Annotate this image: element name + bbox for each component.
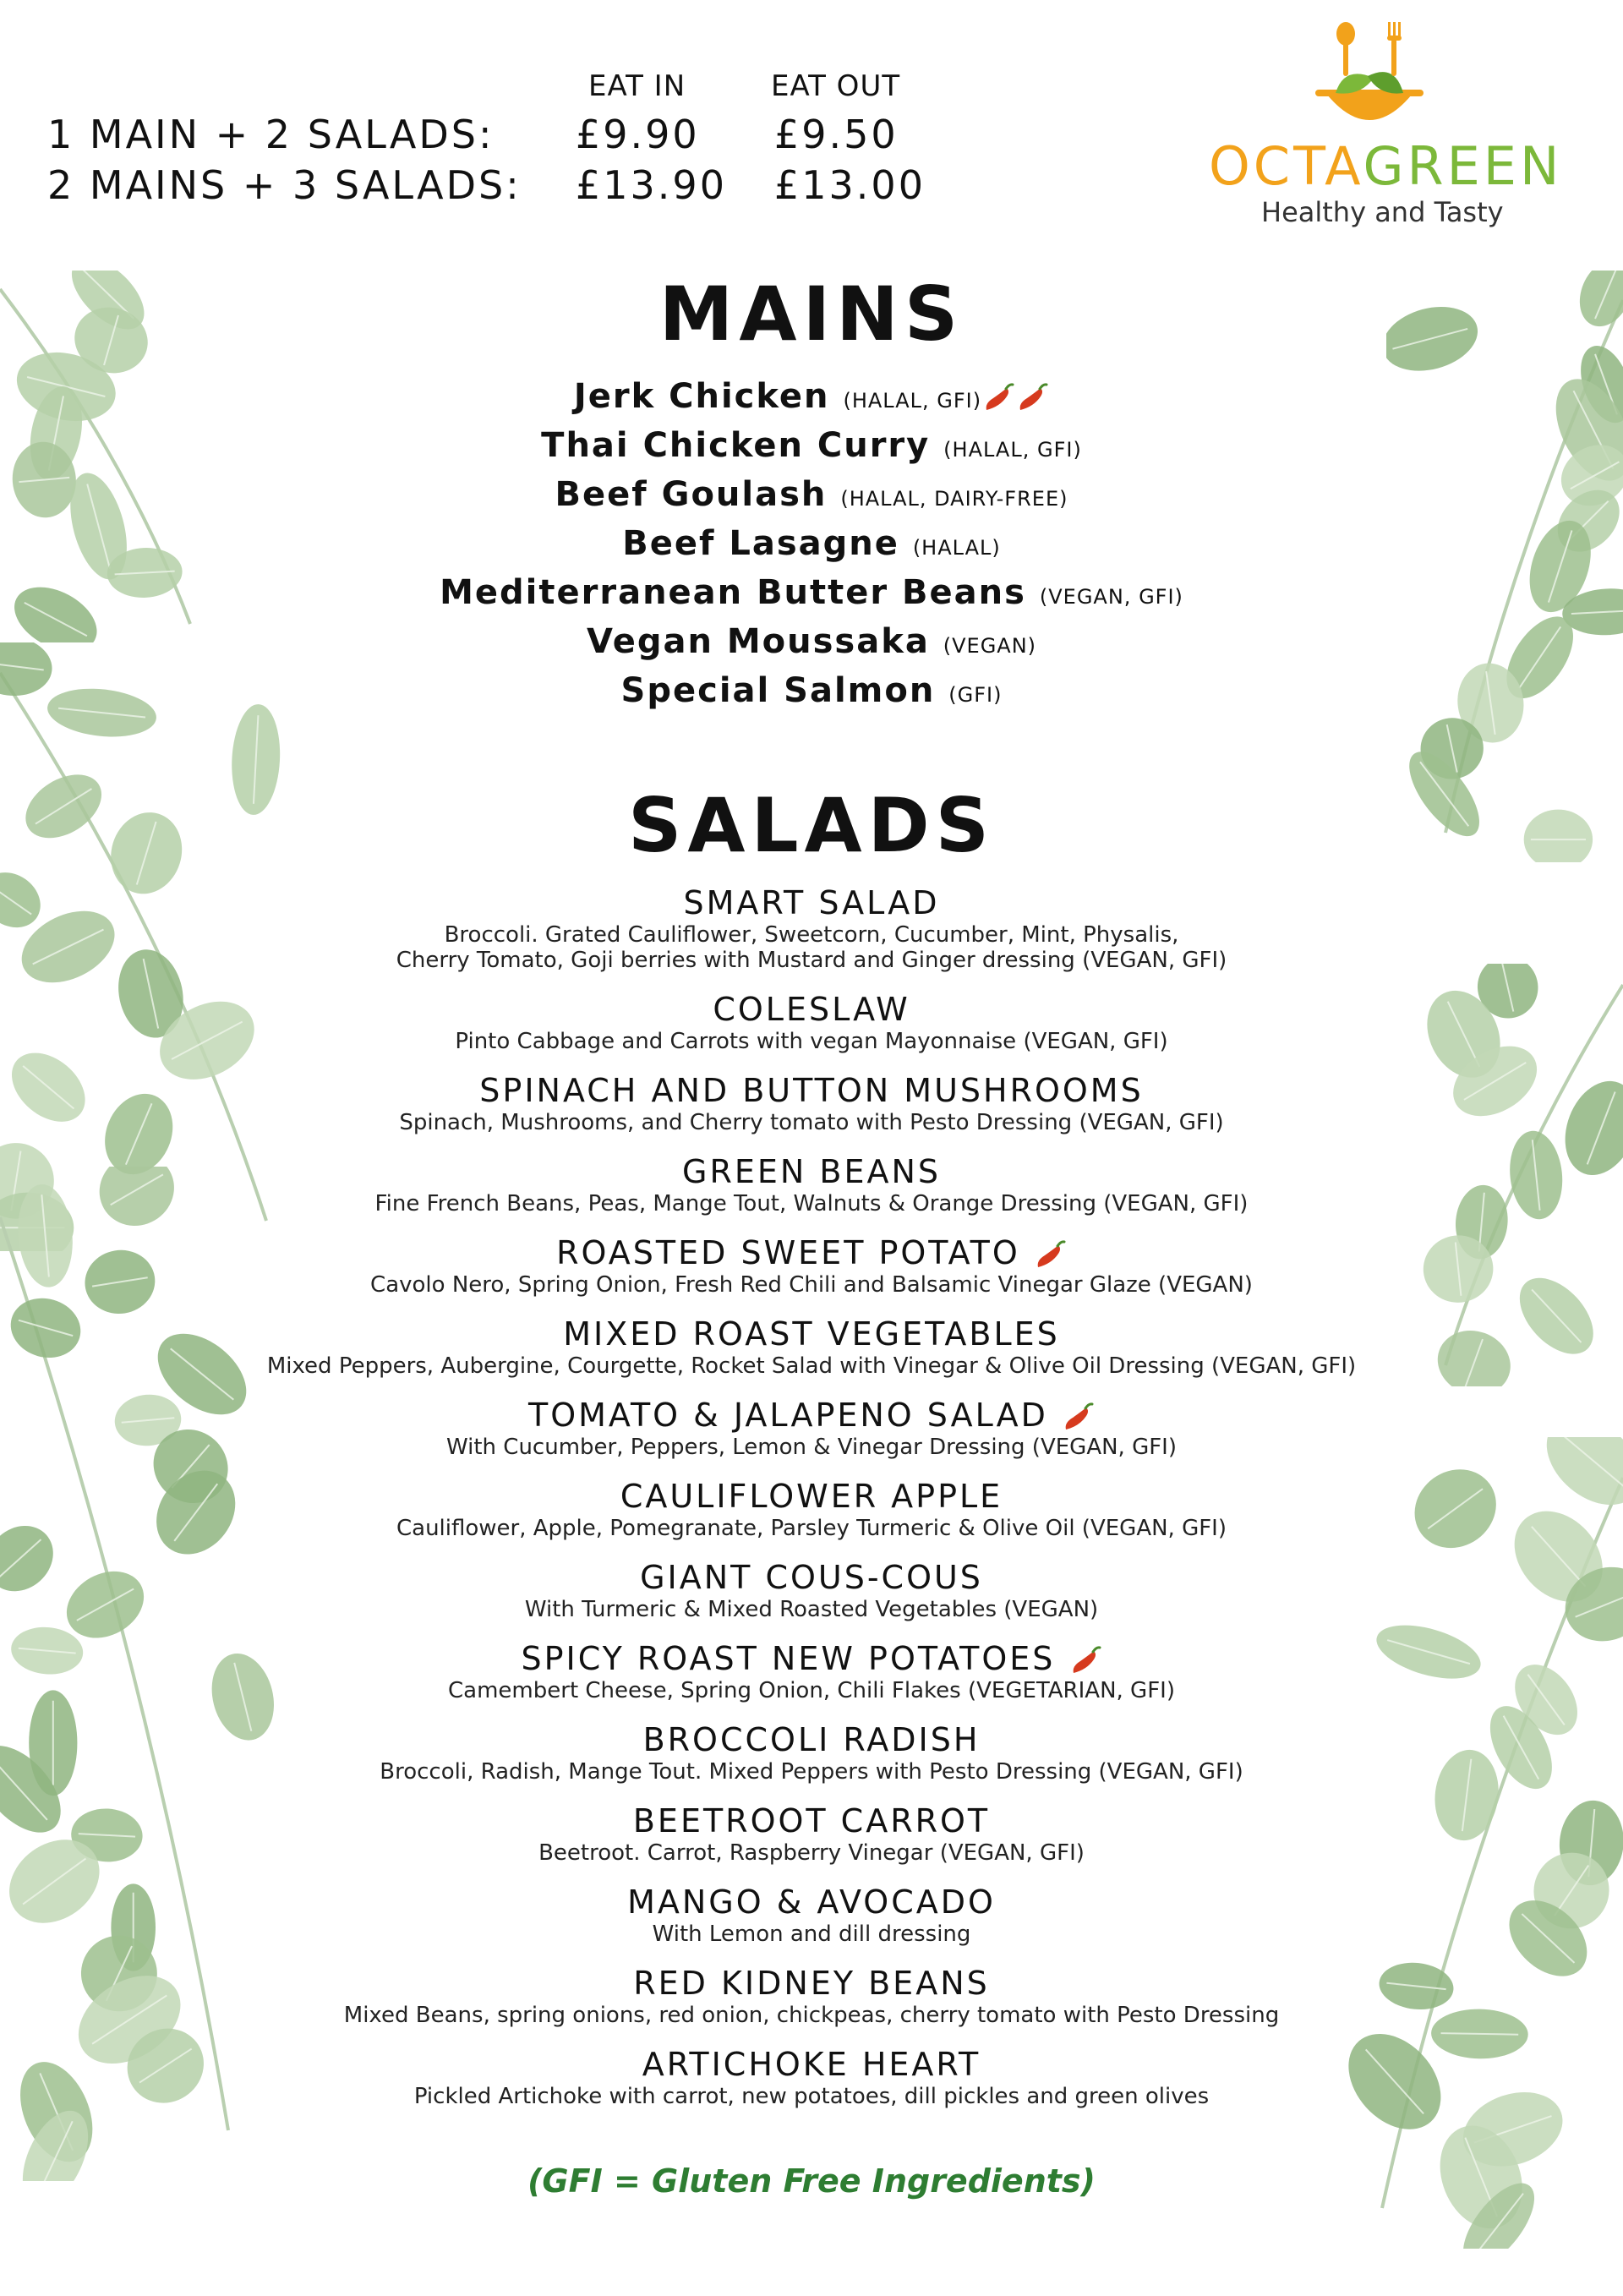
salad-description: Beetroot. Carrot, Raspberry Vinegar (VEGAN, GFI)	[538, 1840, 1085, 1866]
salad-name-row	[0, 1233, 1623, 1272]
salad-name-row	[0, 1071, 1623, 1110]
main-item	[0, 617, 1623, 666]
chili-pepper-icon	[1061, 1401, 1095, 1435]
price-eat-out: £13.00	[774, 162, 926, 208]
main-item-tags: (HALAL, DAIRY-FREE)	[840, 487, 1068, 511]
salad-item	[0, 1477, 1623, 1541]
gfi-footnote: (GFI = Gluten Free Ingredients)	[527, 2162, 1096, 2200]
fork-icon	[1387, 22, 1402, 76]
main-item-tags: (VEGAN)	[943, 634, 1037, 658]
salads-title: SALADS	[627, 782, 996, 869]
salad-item	[0, 1801, 1623, 1866]
salad-name: ROASTED SWEET POTATO	[556, 1234, 1020, 1271]
octagreen-logo	[1200, 19, 1563, 230]
salad-name: ARTICHOKE HEART	[642, 2046, 981, 2083]
main-item	[0, 519, 1623, 568]
main-item-tags: (HALAL)	[912, 536, 1001, 560]
salad-item	[0, 1315, 1623, 1379]
salad-item	[0, 1720, 1623, 1785]
salad-description: Fine French Beans, Peas, Mange Tout, Walnuts & Orange Dressing (VEGAN, GFI)	[374, 1191, 1249, 1216]
main-item-name: Beef Goulash	[555, 475, 828, 514]
salad-name-row	[0, 1396, 1623, 1435]
salad-name: BROCCOLI RADISH	[642, 1721, 981, 1758]
main-item	[0, 666, 1623, 715]
main-item-name: Thai Chicken Curry	[541, 426, 931, 465]
salad-name: GREEN BEANS	[682, 1153, 941, 1190]
brand-name	[1209, 135, 1562, 197]
salad-item	[0, 1396, 1623, 1460]
price-eat-out: £9.50	[774, 112, 899, 157]
salad-description: Cavolo Nero, Spring Onion, Fresh Red Chili and Balsamic Vinegar Glaze (VEGAN)	[370, 1272, 1253, 1298]
salad-item	[0, 1964, 1623, 2028]
salad-name: COLESLAW	[713, 991, 910, 1028]
salad-description: With Turmeric & Mixed Roasted Vegetables (VEGAN)	[524, 1597, 1099, 1622]
salad-item	[0, 1639, 1623, 1703]
salad-name: SPICY ROAST NEW POTATOES	[521, 1640, 1056, 1677]
salad-name: MANGO & AVOCADO	[627, 1883, 996, 1921]
salad-name-row	[0, 1639, 1623, 1678]
salad-name-row	[0, 1152, 1623, 1191]
salad-description: With Lemon and dill dressing	[652, 1922, 971, 1947]
salad-name-row	[0, 2045, 1623, 2084]
salad-name: SPINACH AND BUTTON MUSHROOMS	[479, 1072, 1144, 1109]
salad-name: GIANT COUS-COUS	[640, 1559, 983, 1596]
leaf-bowl-icon	[1200, 19, 1538, 137]
salad-name-row	[0, 1720, 1623, 1759]
main-item	[0, 568, 1623, 617]
salad-name-row	[0, 1883, 1623, 1922]
salad-description: Camembert Cheese, Spring Onion, Chili Flakes (VEGETARIAN, GFI)	[448, 1678, 1175, 1703]
spoon-icon	[1336, 22, 1355, 76]
mains-list	[0, 372, 1623, 715]
brand-tagline: Healthy and Tasty	[1261, 196, 1504, 228]
price-eat-in: £13.90	[576, 162, 727, 208]
main-item-tags: (VEGAN, GFI)	[1039, 585, 1183, 609]
salad-item	[0, 990, 1623, 1054]
chili-pepper-icon	[1015, 381, 1049, 415]
salad-item	[0, 1071, 1623, 1135]
price-row-label: 2 MAINS + 3 SALADS:	[47, 162, 522, 208]
salad-name: CAULIFLOWER APPLE	[620, 1478, 1003, 1515]
salad-name-row	[0, 1558, 1623, 1597]
main-item-name: Special Salmon	[620, 671, 936, 710]
salad-description: Pinto Cabbage and Carrots with vegan Mayonnaise (VEGAN, GFI)	[455, 1029, 1168, 1054]
main-item-tags: (GFI)	[948, 683, 1003, 707]
salad-item	[0, 1883, 1623, 1947]
salad-name-row	[0, 1801, 1623, 1840]
salad-description: Mixed Beans, spring onions, red onion, chickpeas, cherry tomato with Pesto Dressing	[343, 2003, 1280, 2028]
brand-part-green: GREEN	[1363, 135, 1563, 197]
main-item-name: Beef Lasagne	[622, 524, 899, 563]
chili-pepper-icon	[1033, 1238, 1067, 1272]
chili-pepper-icon	[981, 381, 1015, 415]
salad-description: Cherry Tomato, Goji berries with Mustard and Ginger dressing (VEGAN, GFI)	[396, 948, 1227, 973]
salad-description: Pickled Artichoke with carrot, new potatoes, dill pickles and green olives	[413, 2084, 1210, 2109]
salad-name-row	[0, 1964, 1623, 2003]
salad-description: Spinach, Mushrooms, and Cherry tomato with Pesto Dressing (VEGAN, GFI)	[399, 1110, 1224, 1135]
salad-name-row	[0, 1477, 1623, 1516]
chili-pepper-icon	[1068, 1644, 1102, 1678]
main-item-name: Vegan Moussaka	[586, 622, 930, 661]
salad-item	[0, 1152, 1623, 1216]
main-item-tags: (HALAL, GFI)	[843, 389, 982, 413]
mains-title: MAINS	[658, 271, 965, 358]
salad-name-row	[0, 990, 1623, 1029]
salad-description: Broccoli. Grated Cauliflower, Sweetcorn, Cucumber, Mint, Physalis,	[444, 922, 1179, 948]
salad-item	[0, 1558, 1623, 1622]
salad-name: SMART SALAD	[683, 884, 940, 921]
main-item-tags: (HALAL, GFI)	[943, 438, 1082, 462]
main-item	[0, 421, 1623, 470]
col-header-eat-out: EAT OUT	[771, 69, 901, 103]
salad-description: Broccoli, Radish, Mange Tout. Mixed Peppers with Pesto Dressing (VEGAN, GFI)	[380, 1759, 1243, 1785]
brand-part-octa: OCTA	[1209, 135, 1363, 197]
main-item	[0, 372, 1623, 421]
salad-item	[0, 2045, 1623, 2109]
salad-name: BEETROOT CARROT	[632, 1802, 991, 1840]
salad-description: With Cucumber, Peppers, Lemon & Vinegar Dressing (VEGAN, GFI)	[446, 1435, 1177, 1460]
salad-item	[0, 883, 1623, 973]
salad-name: RED KIDNEY BEANS	[633, 1965, 990, 2002]
salad-item	[0, 1233, 1623, 1298]
price-row-label: 1 MAIN + 2 SALADS:	[47, 112, 495, 157]
salad-name-row	[0, 883, 1623, 922]
main-item-name: Jerk Chicken	[573, 377, 830, 416]
price-eat-in: £9.90	[576, 112, 700, 157]
col-header-eat-in: EAT IN	[588, 69, 686, 103]
bowl-shape	[1327, 95, 1412, 120]
salad-name: MIXED ROAST VEGETABLES	[563, 1315, 1060, 1353]
salads-list	[0, 883, 1623, 2126]
salad-name-row	[0, 1315, 1623, 1353]
main-item-name: Mediterranean Butter Beans	[440, 573, 1026, 612]
salad-description: Mixed Peppers, Aubergine, Courgette, Rocket Salad with Vinegar & Olive Oil Dressing (VEGAN, GFI)	[266, 1353, 1357, 1379]
salad-description: Cauliflower, Apple, Pomegranate, Parsley Turmeric & Olive Oil (VEGAN, GFI)	[396, 1516, 1227, 1541]
main-item	[0, 470, 1623, 519]
salad-name: TOMATO & JALAPENO SALAD	[528, 1397, 1048, 1434]
